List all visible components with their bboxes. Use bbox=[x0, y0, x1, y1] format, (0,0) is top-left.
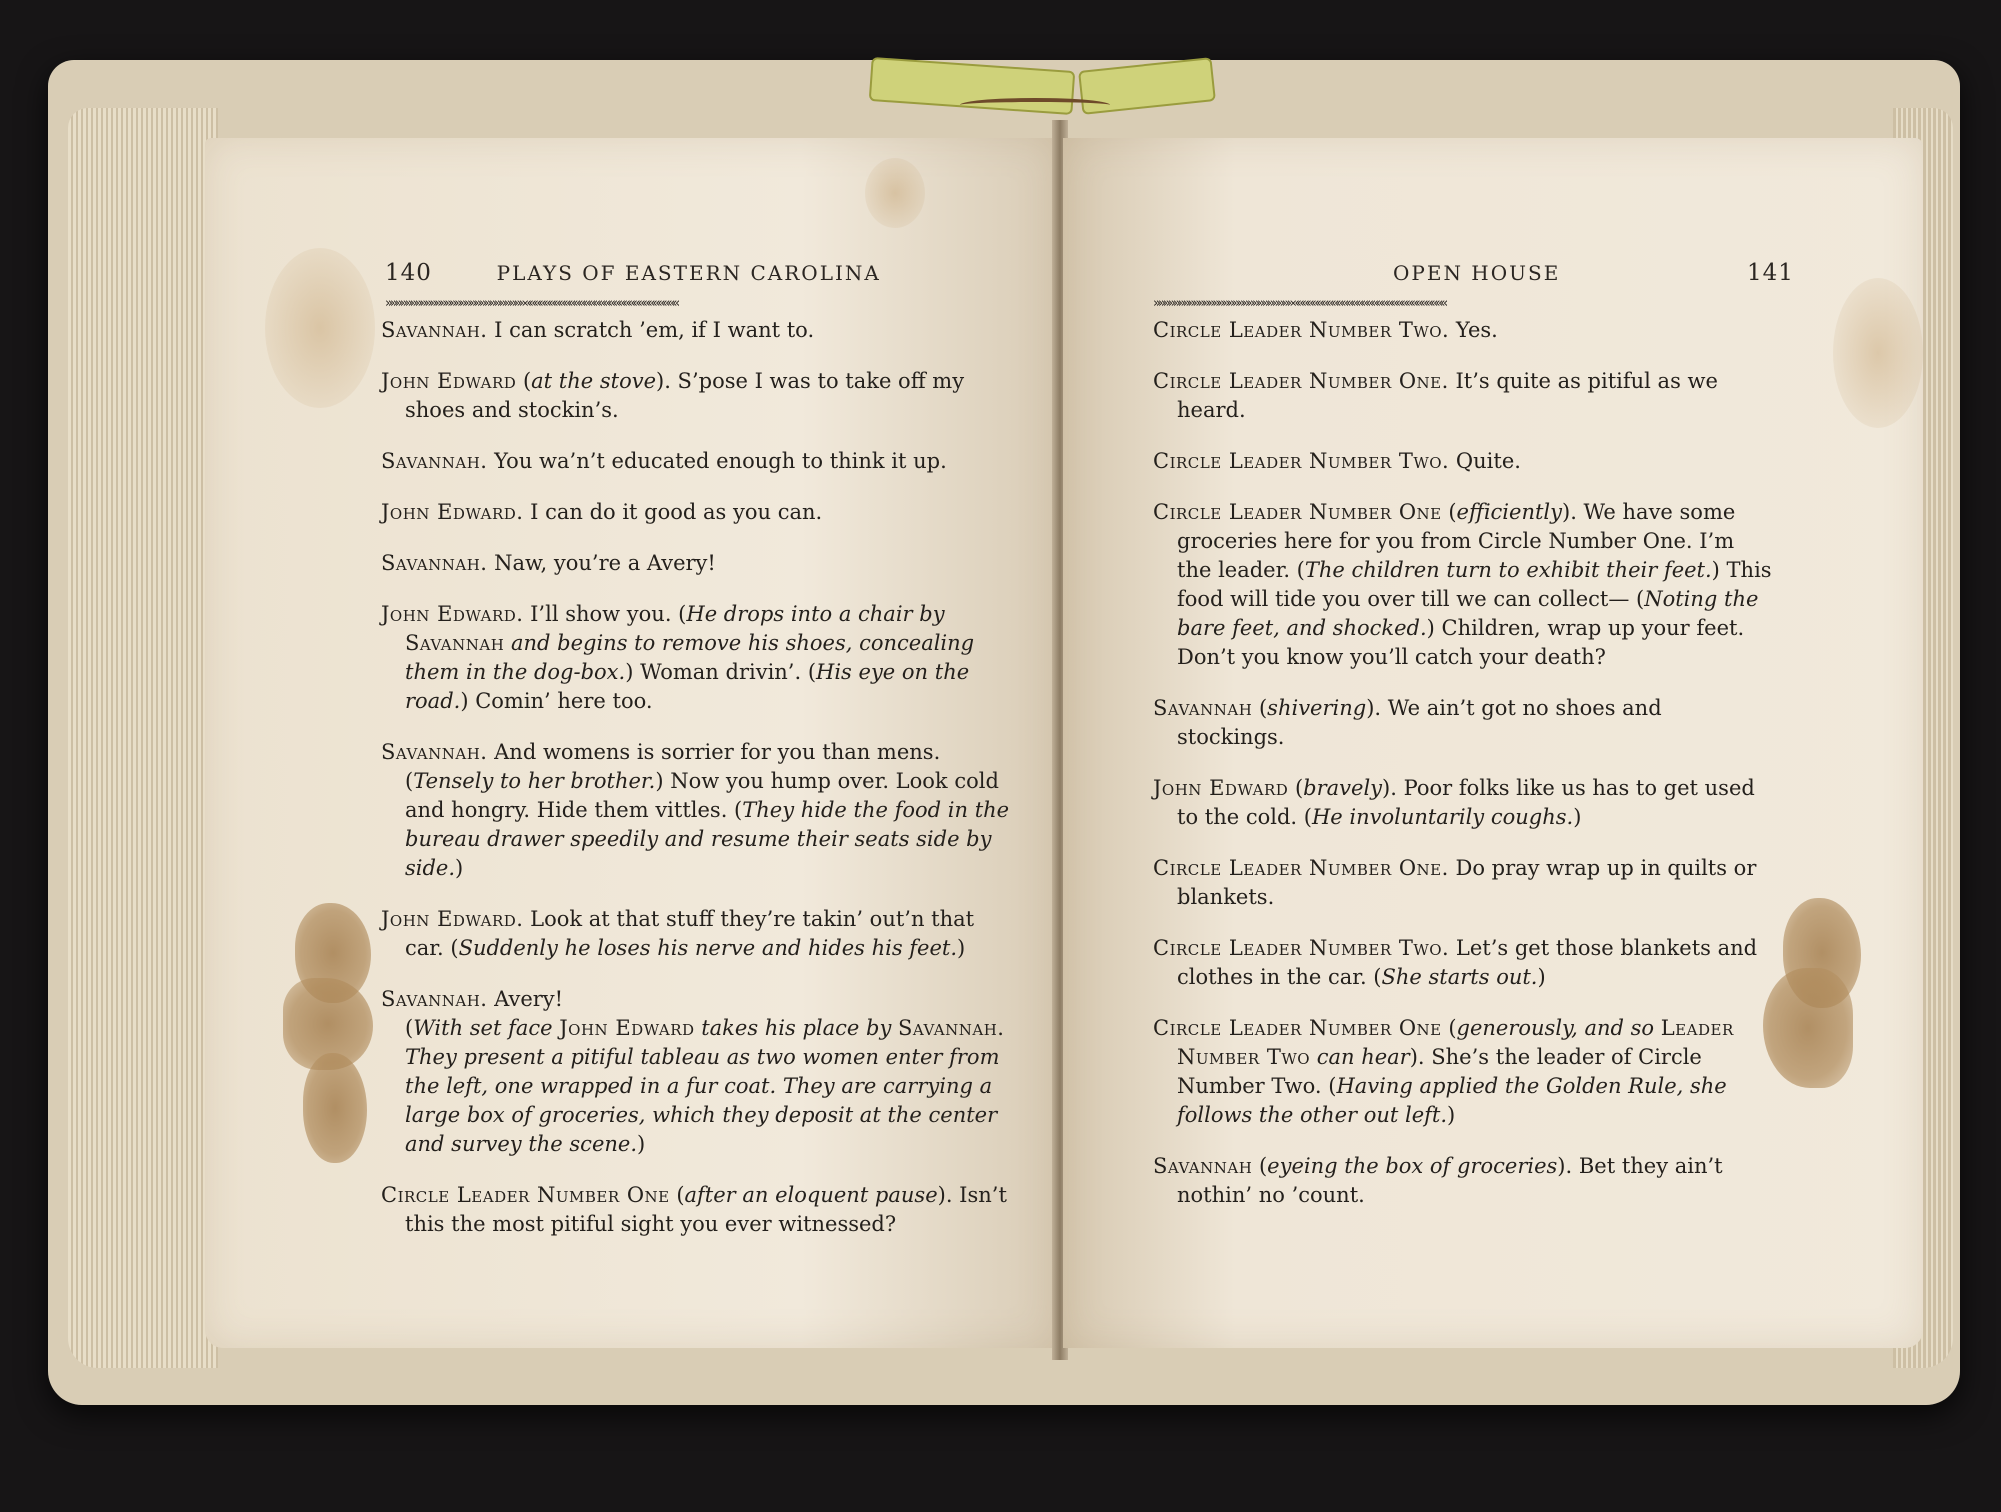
page-edges-left bbox=[68, 108, 218, 1368]
dialogue-line: Circle Leader Number One. Do pray wrap up in quilts or blankets. bbox=[1153, 856, 1757, 909]
dialogue-line: Savannah (eyeing the box of groceries). Bet they ain’t nothin’ no ’count. bbox=[1153, 1154, 1723, 1207]
page-number: 140 bbox=[385, 260, 432, 286]
ornamental-rule: »»»»»»»»»»»»»»»»»»»»»»»»»»»»««««««««««««««««««««««««««««««« bbox=[1153, 298, 1446, 310]
left-text-block bbox=[381, 316, 1011, 1261]
page-number: 141 bbox=[1747, 260, 1794, 286]
dialogue-line: Circle Leader Number One (efficiently). We have some groceries here for you from Circle Number One. I’m the leader. (The children turn to exhibit their feet.) This food will tide you over till we can collect— (Noting the bare feet, and shocked.) Children, wrap up your feet. Don’t you know you’ll catch your death? bbox=[1153, 500, 1772, 669]
ornamental-rule: »»»»»»»»»»»»»»»»»»»»»»»»»»»»««««««««««««««««««««««««««««««« bbox=[385, 298, 678, 310]
running-title: PLAYS OF EASTERN CAROLINA bbox=[496, 261, 881, 285]
right-page bbox=[1063, 138, 1923, 1348]
binding-thread bbox=[960, 98, 1110, 112]
age-stain bbox=[265, 248, 375, 408]
running-head-left bbox=[385, 260, 881, 286]
dialogue-line: Savannah. I can scratch ’em, if I want to. bbox=[381, 318, 815, 342]
dialogue-line: John Edward (at the stove). S’pose I was to take off my shoes and stockin’s. bbox=[381, 369, 965, 422]
dialogue-line: Circle Leader Number One (after an eloquent pause). Isn’t this the most pitiful sight you ever witnessed? bbox=[381, 1183, 1007, 1236]
dialogue-line: Savannah. Naw, you’re a Avery! bbox=[381, 551, 716, 575]
dialogue-line: Circle Leader Number One. It’s quite as pitiful as we heard. bbox=[1153, 369, 1718, 422]
dialogue-line: Circle Leader Number One (generously, and so Leader Number Two can hear). She’s the leader of Circle Number Two. (Having applied the Golden Rule, she follows the other out left.) bbox=[1153, 1016, 1734, 1127]
dialogue-line: Savannah. Avery! bbox=[381, 987, 564, 1011]
dialogue-line: Circle Leader Number Two. Quite. bbox=[1153, 449, 1521, 473]
dialogue-line: Savannah. And womens is sorrier for you than mens. (Tensely to her brother.) Now you hump over. Look cold and hongry. Hide them vittles. (They hide the food in the bureau drawer speedily and resume their seats side by side.) bbox=[381, 740, 1010, 880]
running-head-right bbox=[1393, 260, 1794, 286]
dialogue-line: John Edward. Look at that stuff they’re takin’ out’n that car. (Suddenly he loses his nerve and hides his feet.) bbox=[381, 907, 975, 960]
water-stain bbox=[303, 1053, 367, 1163]
dialogue-line: Circle Leader Number Two. Yes. bbox=[1153, 318, 1498, 342]
left-page bbox=[205, 138, 1057, 1348]
dialogue-line: Circle Leader Number Two. Let’s get those blankets and clothes in the car. (She starts out.) bbox=[1153, 936, 1758, 989]
age-stain bbox=[1833, 278, 1923, 428]
running-title: OPEN HOUSE bbox=[1393, 261, 1561, 285]
dialogue-line: Savannah. You wa’n’t educated enough to think it up. bbox=[381, 449, 947, 473]
stage-direction: (With set face John Edward takes his place by Savannah. They present a pitiful tableau as two women enter from the left, one wrapped in a fur coat. They are carrying a large box of groceries, which they deposit at the center and survey the scene.) bbox=[405, 1016, 1005, 1156]
right-text-block bbox=[1153, 316, 1773, 1232]
dialogue-line: John Edward (bravely). Poor folks like us has to get used to the cold. (He involuntarily coughs.) bbox=[1153, 776, 1755, 829]
age-stain bbox=[865, 158, 925, 228]
water-stain bbox=[1763, 968, 1853, 1088]
dialogue-line: John Edward. I’ll show you. (He drops into a chair by Savannah and begins to remove his shoes, concealing them in the dog-box.) Woman drivin’. (His eye on the road.) Comin’ here too. bbox=[381, 602, 975, 713]
dialogue-line: John Edward. I can do it good as you can. bbox=[381, 500, 823, 524]
dialogue-line: Savannah (shivering). We ain’t got no shoes and stockings. bbox=[1153, 696, 1662, 749]
